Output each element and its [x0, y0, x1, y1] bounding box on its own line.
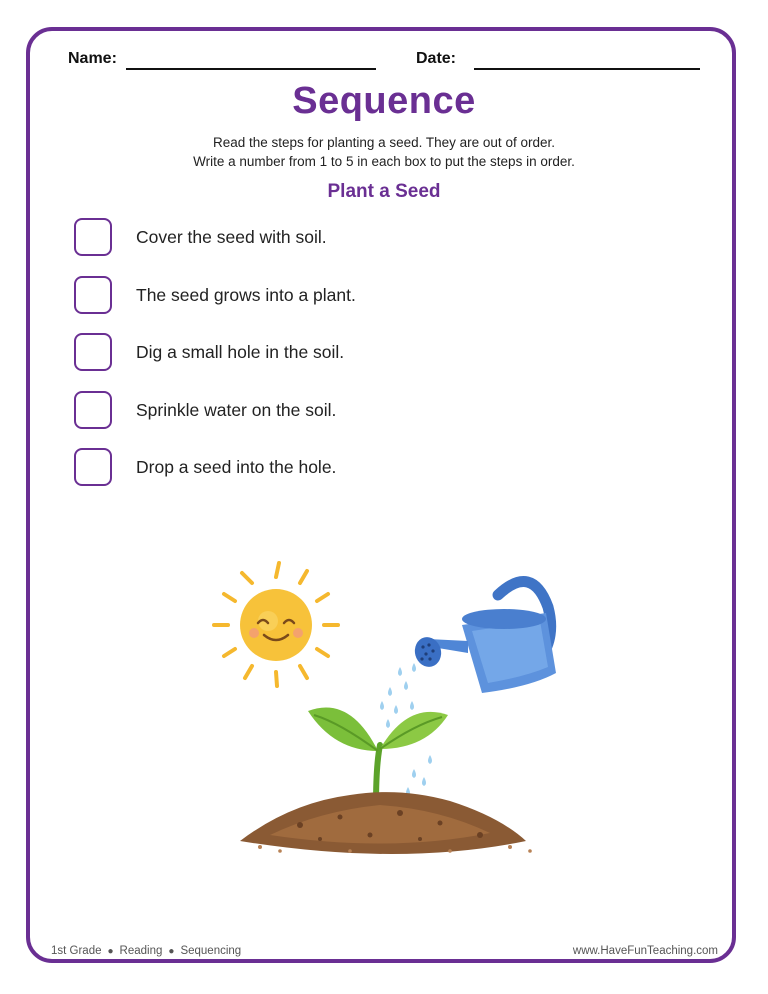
steps-list [74, 218, 674, 506]
planting-illustration [200, 555, 580, 885]
page-title: Sequence [292, 80, 476, 122]
soil-mound-icon [240, 792, 532, 854]
instructions-line-2: Write a number from 1 to 5 in each box to put the steps in order. [193, 154, 575, 169]
step-number-box[interactable] [74, 333, 112, 371]
step-item [74, 276, 674, 315]
step-item [74, 333, 674, 372]
footer-site-link[interactable]: www.HaveFunTeaching.com [572, 945, 718, 957]
step-text: Dig a small hole in the soil. [136, 342, 345, 362]
step-text: The seed grows into a plant. [136, 284, 356, 305]
step-number-box[interactable] [74, 391, 112, 429]
step-item [74, 218, 674, 257]
step-item [74, 448, 674, 487]
date-field[interactable] [474, 68, 700, 70]
footer-subject: Reading [119, 945, 163, 957]
sprout-icon [308, 707, 448, 805]
footer-tags [51, 945, 241, 957]
step-number-box[interactable] [74, 218, 112, 256]
step-item [74, 391, 674, 430]
footer-grade: 1st Grade [51, 945, 102, 957]
step-text: Sprinkle water on the soil. [136, 399, 337, 420]
step-number-box[interactable] [74, 448, 112, 486]
instructions [0, 133, 768, 171]
footer-topic: Sequencing [180, 945, 242, 957]
date-label: Date: [416, 50, 457, 67]
section-subtitle: Plant a Seed [327, 181, 441, 202]
name-label: Name: [68, 50, 117, 67]
name-field[interactable] [126, 68, 376, 70]
step-text: Cover the seed with soil. [136, 227, 327, 247]
instructions-line-1: Read the steps for planting a seed. They are out of order. [213, 135, 555, 150]
name-date-row [68, 48, 702, 72]
step-number-box[interactable] [74, 276, 112, 314]
bullet-icon: ● [107, 946, 114, 957]
bullet-icon: ● [168, 946, 175, 957]
watering-can-icon [412, 582, 556, 693]
step-text: Drop a seed into the hole. [136, 457, 337, 477]
sun-icon [214, 563, 338, 686]
